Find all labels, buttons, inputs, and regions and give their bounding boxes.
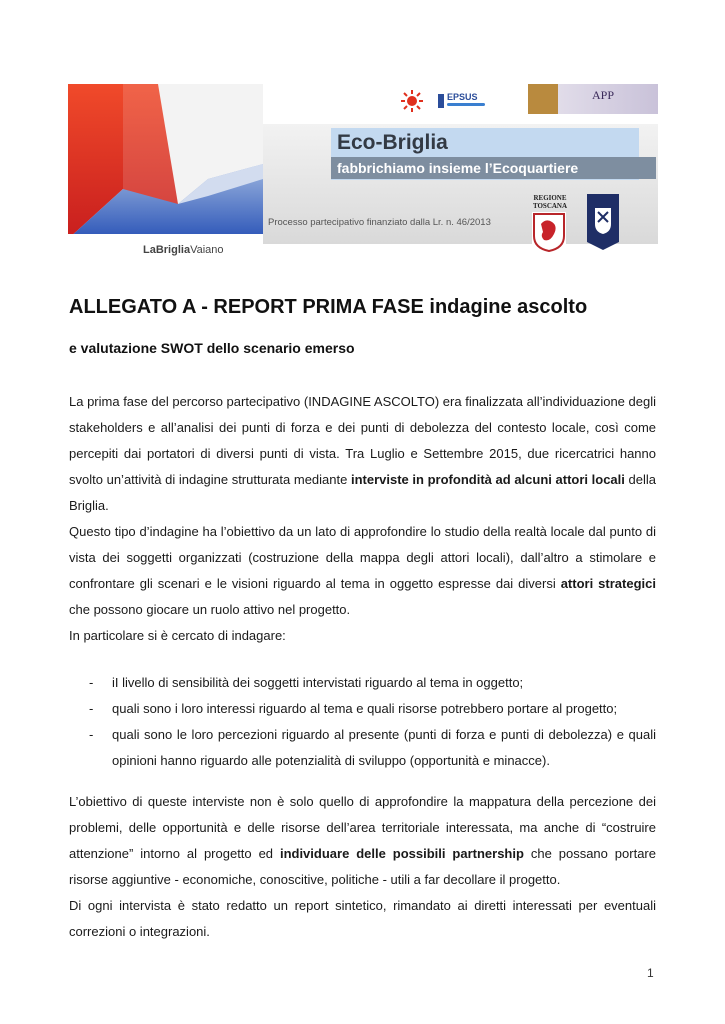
epsus-logo: EPSUS [438,92,488,110]
list-item: - quali sono i loro interessi riguardo al tema e quali risorse potrebbero portare al progetto; [89,701,618,716]
paragraph-1: La prima fase del percorso partecipativo (INDAGINE ASCOLTO) era finalizzata all’individuazione degli stakeholders e all’analisi dei punti di forza e dei punti di debolezza del contesto locale, così come percepiti dai portatori di diversi punti di vista. Tra Luglio e Settembre 2015, due ricercatrici hanno svolto un’attività di indagine strutturata mediante interviste in profondità ad alcuni attori locali della Briglia. [69,394,656,513]
app-logo: APP [528,84,658,114]
regione-toscana-emblem-icon [532,212,566,252]
eco-briglia-title: Eco-Briglia [337,131,448,154]
body-section-2 [69,789,656,945]
bullet-list [89,670,656,774]
regione-toscana-label: REGIONE TOSCANA [532,194,568,210]
process-funding-note: Processo partecipativo finanziato dalla Lr. n. 46/2013 [268,217,491,228]
page-number: 1 [647,966,654,980]
page-title: ALLEGATO A - REPORT PRIMA FASE indagine ascolto [69,296,588,318]
paragraph-5: Di ogni intervista è stato redatto un report sintetico, rimandato ai diretti interessati per eventuali correzioni o integrazioni. [69,898,656,939]
la-briglia-logo-graphic [68,84,263,256]
list-item: - quali sono le loro percezioni riguardo al presente (punti di forza e punti di debolezza) e quali opinioni hanno riguardo alle potenzialità di sviluppo (opportunità e minacce). [89,727,656,768]
comune-vaiano-banner-icon [585,194,621,250]
app-logo-figure [528,84,558,114]
header-banner [68,84,658,256]
eco-subtitle: fabbrichiamo insieme l’Ecoquartiere [337,160,579,176]
paragraph-3: In particolare si è cercato di indagare: [69,628,286,643]
page-subtitle: e valutazione SWOT dello scenario emerso [69,340,355,356]
paragraph-2: Questo tipo d’indagine ha l’obiettivo da un lato di approfondire lo studio della realtà locale dal punto di vista dei soggetti organizzati (costruzione della mappa degli attori locali), dall’altro a stimolare e confrontare gli scenari e le visioni riguardo al tema in oggetto espresse dai diversi attori strategici che possono giocare un ruolo attivo nel progetto. [69,524,656,617]
la-briglia-vaiano-logo: LaBrigliaVaiano [143,244,224,256]
body-section-1 [69,389,656,649]
paragraph-4: L’obiettivo di queste interviste non è solo quello di approfondire la mappatura della percezione dei problemi, delle opportunità e delle risorse dell’area territoriale interessata, ma anche di “costruire attenzione” intorno al progetto ed individuare delle possibili partnership che possano portare risorse aggiuntive - economiche, conoscitive, politiche - utili a far decollare il progetto. [69,794,656,887]
list-item: - iI livello di sensibilità dei soggetti intervistati riguardo al tema in oggetto; [89,675,524,690]
sun-logo-icon [401,90,423,112]
